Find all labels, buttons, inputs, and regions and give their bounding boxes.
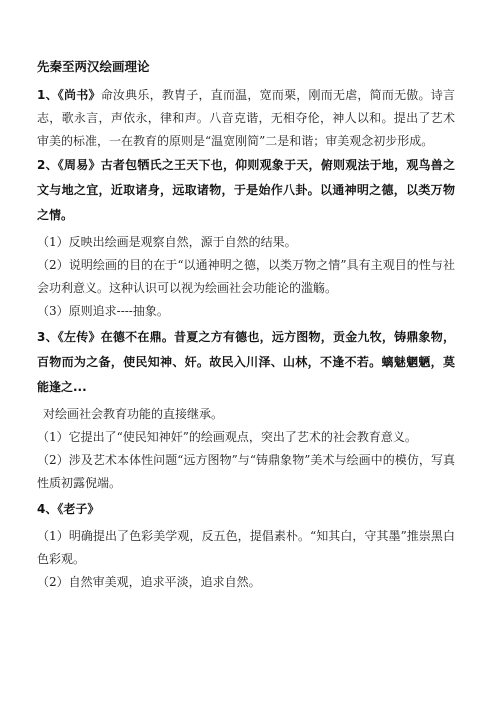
document-title: 先秦至两汉绘画理论 [37,59,150,74]
section-2-item-3: （3）原则追求----抽象。 [37,304,169,318]
section-1-body: 命汝典乐，教胄子，直而温，宽而栗，刚而无虐，简而无傲。诗言志，歌永言，声依永，律和声。八音克谐，无相夺伦，神人以和。提出了艺术审美的标准，一在教育的原则是“温宽刚简”二是和谐；审美观念初步形成。 [37,88,455,148]
section-2-heading: 2、《周易》古者包牺氏之王天下也，仰则观象于天，俯则观法于地，观鸟兽之文与地之宜，近取诸身，远取诸物，于是始作八卦。以通神明之德，以类万物之情。 [37,158,455,222]
section-3-item-1: （1）它提出了“使民知神奸”的绘画观点，突出了艺术的社会教育意义。 [37,430,417,444]
section-4-item-1: （1）明确提出了色彩美学观，反五色，提倡素朴。“知其白，守其墨”推崇黑白色彩观。 [37,529,455,566]
section-2-item-2: （2）说明绘画的目的在于“以通神明之德，以类万物之情”具有主观目的性与社会功利意义。这种认识可以视为绘画社会功能论的滥觞。 [37,258,455,295]
section-4-item-2: （2）自然审美观，追求平淡，追求自然。 [37,575,261,589]
section-4-heading: 4、《老子》 [37,502,100,516]
section-3-item-2: （2）涉及艺术本体性问题“远方图物”与“铸鼎象物”美术与绘画中的模仿，写真性质初露倪端。 [37,453,455,490]
document-page [37,58,455,594]
section-1 [37,84,455,153]
section-1-heading: 1、《尚书》 [37,88,101,102]
section-3-heading: 3、《左传》在德不在鼎。昔夏之方有德也，远方图物，贡金九牧，铸鼎象物，百物而为之备，使民知神、奸。故民入川泽、山林，不逢不若。螭魅魍魉，莫能逢之... [37,330,455,394]
section-2-item-1: （1）反映出绘画是观察自然，源于自然的结果。 [37,235,297,249]
section-3-intro: 对绘画社会教育功能的直接继承。 [43,407,224,421]
